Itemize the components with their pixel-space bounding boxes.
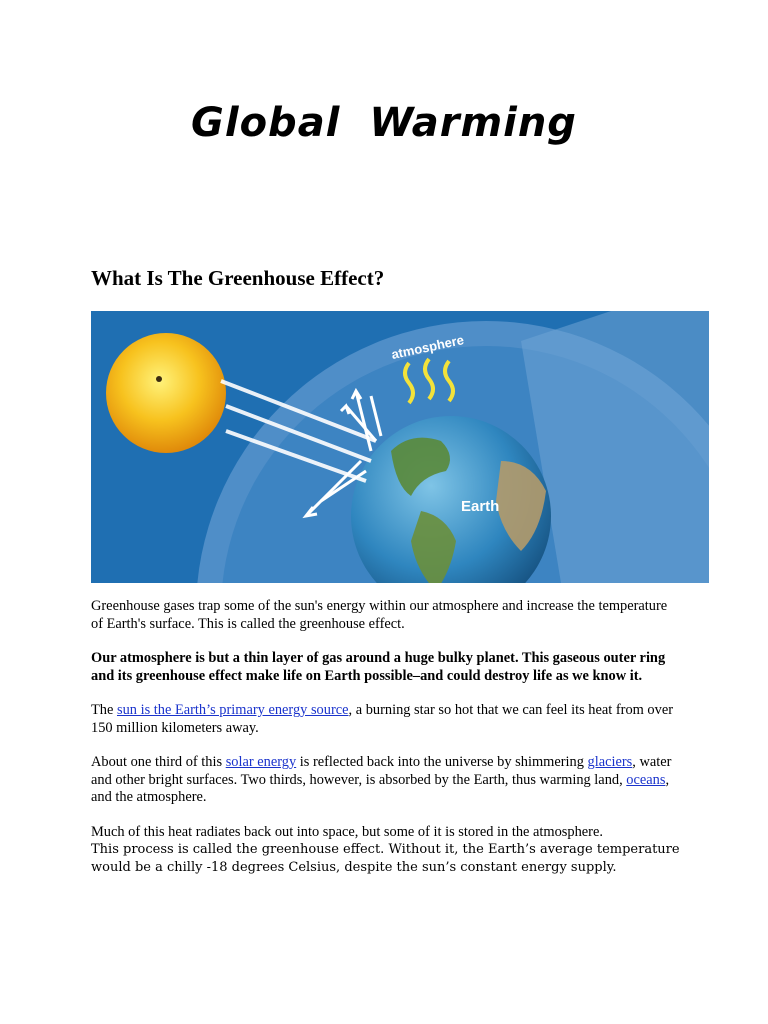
paragraph-2: Our atmosphere is but a thin layer of gas around a huge bulky planet. This gaseous outer ring and its greenhouse effect make life on Earth possible–and could destroy life as we know it. (91, 650, 666, 684)
earth-label: Earth (461, 498, 500, 515)
p5-line-1: Much of this heat radiates back out into space, but some of it is stored in the atmosphere. (91, 823, 603, 840)
paragraph-3 (91, 702, 681, 737)
illustration-svg (91, 311, 709, 583)
p4-text-post: , and the atmosphere. (91, 771, 670, 805)
p5-line-2: This process is called the greenhouse effect. Without it, the Earth’s average temperature would be a chilly -18 degrees Celsius, despite the sun’s constant energy supply. (91, 842, 680, 875)
oceans-link[interactable]: oceans (626, 771, 666, 788)
p4-text-mid1: is reflected back into the universe by shimmering (296, 754, 588, 770)
paragraph-4 (91, 754, 681, 807)
p4-text-pre: About one third of this (91, 754, 226, 770)
section-heading: What Is The Greenhouse Effect? (91, 266, 385, 290)
paragraph-5 (91, 824, 681, 877)
atmosphere-label: atmosphere (389, 332, 466, 363)
solar-energy-link[interactable]: solar energy (225, 754, 297, 770)
greenhouse-effect-illustration (91, 311, 709, 583)
sun-energy-link[interactable]: sun is the Earth’s primary energy source (116, 702, 349, 718)
p3-text-pre: The (91, 702, 117, 718)
paragraph-1: Greenhouse gases trap some of the sun's energy within our atmosphere and increase the temperature of Earth's surface. This is called the greenhouse effect. (91, 598, 668, 632)
glaciers-link[interactable]: glaciers (587, 754, 633, 770)
article-body (91, 598, 681, 893)
document-title: Global Warming (191, 100, 577, 146)
p3-text-post: , a burning star so hot that we can feel its heat from over 150 million kilometers away. (91, 702, 674, 736)
sunspot (156, 376, 162, 382)
p4-text-mid2: , water and other bright surfaces. Two thirds, however, is absorbed by the Earth, thus warming land, (91, 754, 672, 788)
sun (106, 333, 226, 453)
